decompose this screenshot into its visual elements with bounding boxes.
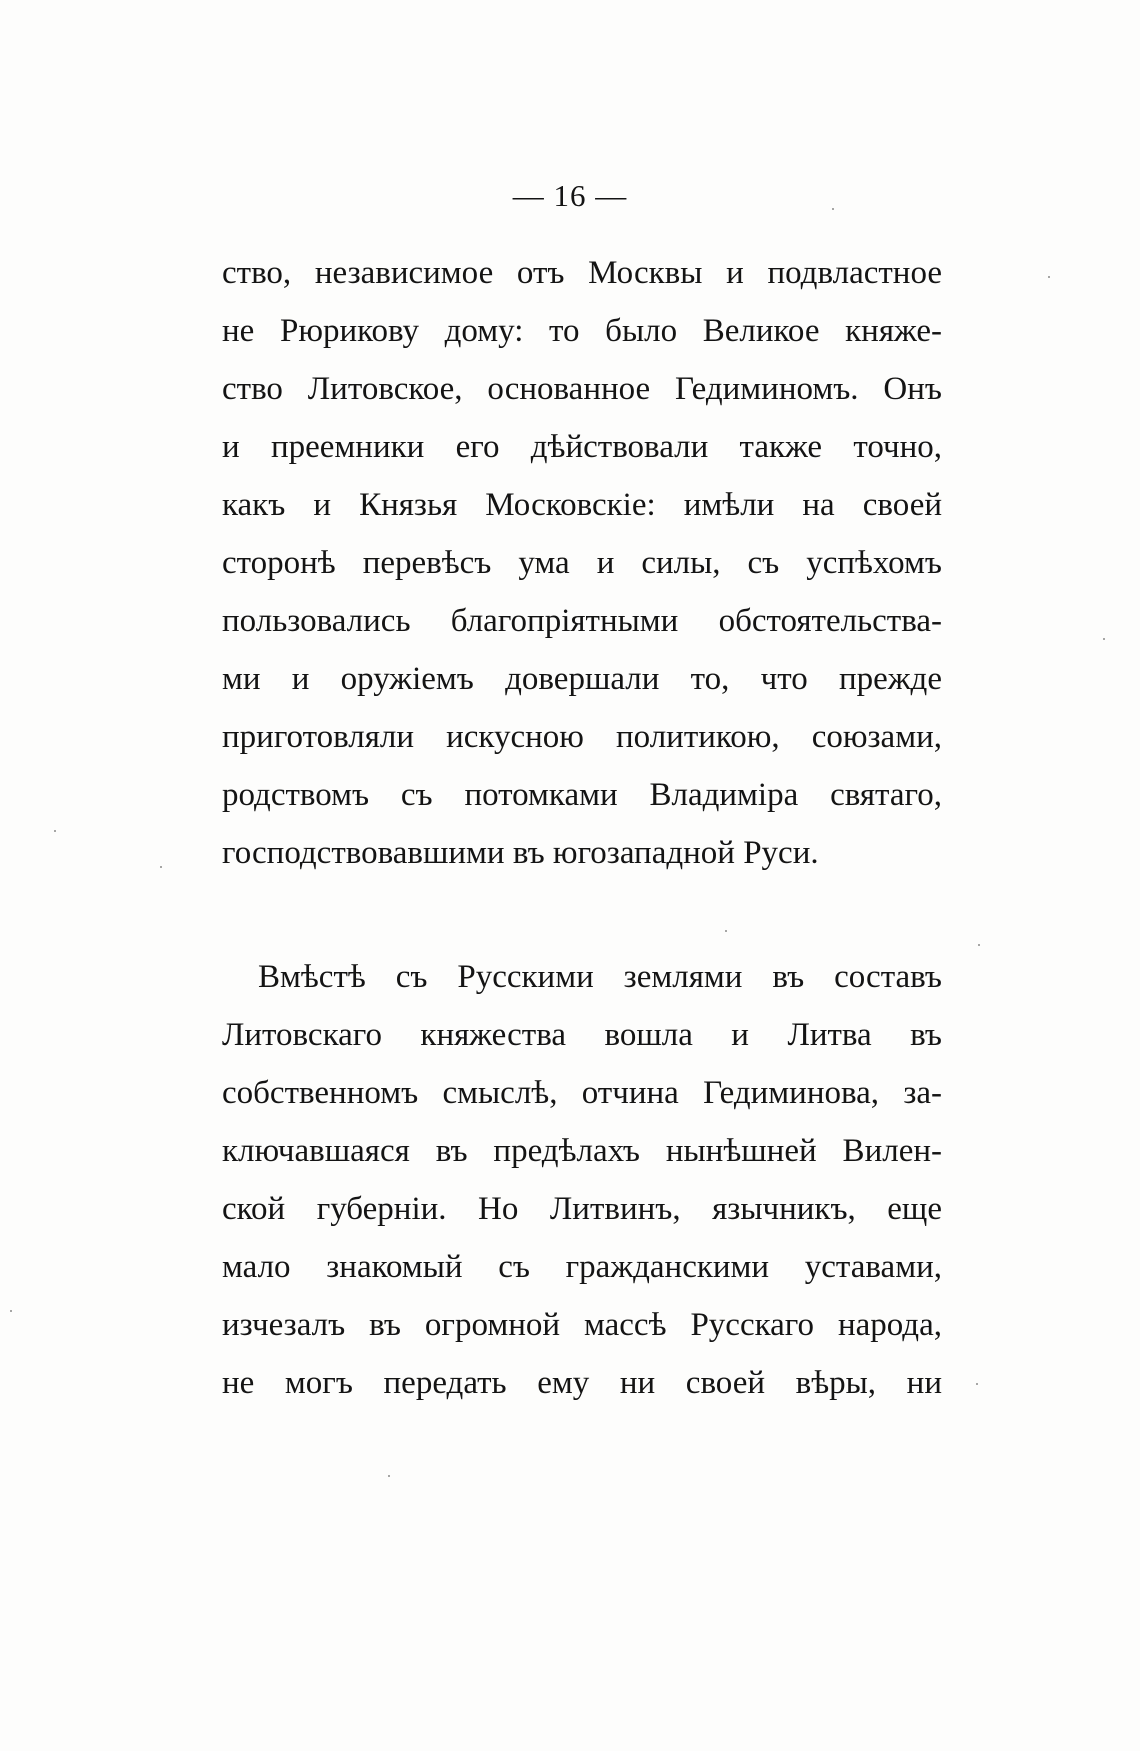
- text-line: ской губерніи. Но Литвинъ, язычникъ, еще: [222, 1191, 942, 1227]
- scan-speck: [160, 866, 162, 868]
- paragraph-1: [222, 244, 942, 882]
- scan-speck: [54, 830, 56, 832]
- paragraph-2: [222, 948, 942, 1412]
- text-line: мало знакомый съ гражданскими уставами,: [222, 1249, 942, 1285]
- scan-speck: [725, 930, 727, 932]
- text-line: какъ и Князья Московскіе: имѣли на своей: [222, 487, 942, 523]
- text-line: не могъ передать ему ни своей вѣры, ни: [222, 1365, 942, 1401]
- text-line: ключавшаяся въ предѣлахъ нынѣшней Вилен-: [222, 1133, 942, 1169]
- text-line: ми и оружіемъ довершали то, что прежде: [222, 661, 942, 697]
- text-line: изчезалъ въ огромной массѣ Русскаго народа,: [222, 1307, 942, 1343]
- scan-speck: [10, 1310, 12, 1312]
- text-line: собственномъ смыслѣ, отчина Гедиминова, за-: [222, 1075, 942, 1111]
- text-line: не Рюрикову дому: то было Великое княже-: [222, 313, 942, 349]
- text-line: Литовскаго княжества вошла и Литва въ: [222, 1017, 942, 1053]
- scan-speck: [978, 944, 980, 946]
- scan-speck: [388, 1475, 390, 1477]
- text-line: Вмѣстѣ съ Русскими землями въ составъ: [258, 959, 942, 995]
- text-line: сторонѣ перевѣсъ ума и силы, съ успѣхомъ: [222, 545, 942, 581]
- text-line: ство, независимое отъ Москвы и подвластное: [222, 255, 942, 291]
- text-line: господствовавшими въ югозападной Руси.: [222, 835, 819, 871]
- text-line: приготовляли искусною политикою, союзами,: [222, 719, 942, 755]
- text-line: пользовались благопріятными обстоятельства-: [222, 603, 942, 639]
- scan-speck: [1103, 638, 1105, 640]
- text-line: ство Литовское, основанное Гедиминомъ. Онъ: [222, 371, 942, 407]
- text-line: и преемники его дѣйствовали также точно,: [222, 429, 942, 465]
- scan-speck: [1048, 276, 1050, 278]
- text-line: родствомъ съ потомками Владиміра святаго,: [222, 777, 942, 813]
- page-number: — 16 —: [512, 178, 628, 213]
- scan-speck: [976, 1383, 978, 1385]
- scan-speck: [832, 208, 834, 210]
